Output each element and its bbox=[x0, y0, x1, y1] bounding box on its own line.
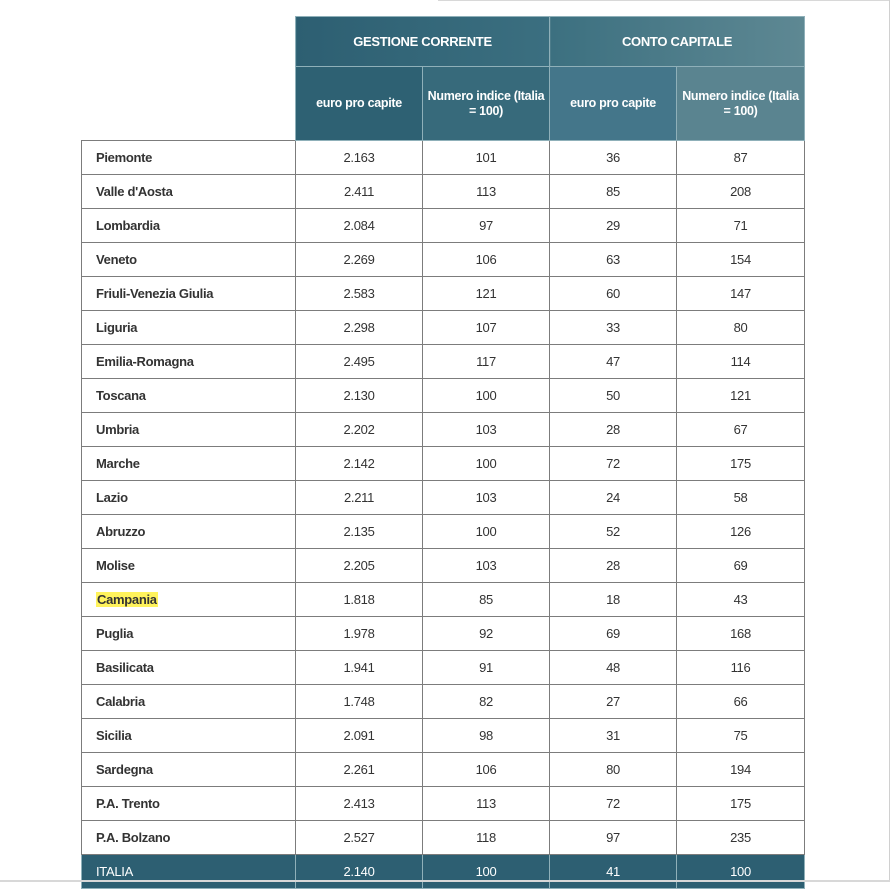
cell-region bbox=[82, 447, 296, 481]
cell-cc-euro: 85 bbox=[550, 175, 677, 209]
region-label: Lombardia bbox=[96, 218, 160, 233]
region-label: Sicilia bbox=[96, 728, 132, 743]
region-label: Toscana bbox=[96, 388, 146, 403]
total-cell-cc-euro: 41 bbox=[550, 855, 677, 889]
cell-cc-index: 194 bbox=[677, 753, 805, 787]
cell-gc-euro: 2.413 bbox=[296, 787, 423, 821]
region-label: Calabria bbox=[96, 694, 145, 709]
cell-cc-euro: 24 bbox=[550, 481, 677, 515]
cell-gc-index: 103 bbox=[423, 549, 550, 583]
region-label: Valle d'Aosta bbox=[96, 184, 173, 199]
region-label: Veneto bbox=[96, 252, 137, 267]
table-row bbox=[82, 515, 805, 549]
region-label: Abruzzo bbox=[96, 524, 146, 539]
table-row bbox=[82, 753, 805, 787]
cell-region bbox=[82, 617, 296, 651]
region-label: Campania bbox=[97, 592, 157, 607]
table-row bbox=[82, 651, 805, 685]
cell-cc-euro: 29 bbox=[550, 209, 677, 243]
cell-gc-index: 103 bbox=[423, 413, 550, 447]
total-row bbox=[82, 855, 805, 889]
cell-cc-index: 175 bbox=[677, 447, 805, 481]
cell-region bbox=[82, 413, 296, 447]
table-row bbox=[82, 583, 805, 617]
cell-gc-index: 107 bbox=[423, 311, 550, 345]
region-label: P.A. Bolzano bbox=[96, 830, 171, 845]
region-label: Umbria bbox=[96, 422, 139, 437]
cell-cc-euro: 63 bbox=[550, 243, 677, 277]
cell-cc-index: 116 bbox=[677, 651, 805, 685]
cell-region bbox=[82, 685, 296, 719]
cell-gc-index: 106 bbox=[423, 243, 550, 277]
table-row bbox=[82, 175, 805, 209]
region-label: Puglia bbox=[96, 626, 134, 641]
cell-gc-index: 97 bbox=[423, 209, 550, 243]
cell-cc-euro: 31 bbox=[550, 719, 677, 753]
cell-gc-euro: 2.211 bbox=[296, 481, 423, 515]
region-label: Marche bbox=[96, 456, 140, 471]
cell-cc-index: 58 bbox=[677, 481, 805, 515]
cell-cc-euro: 97 bbox=[550, 821, 677, 855]
cell-region bbox=[82, 141, 296, 175]
cell-cc-euro: 69 bbox=[550, 617, 677, 651]
cell-gc-index: 100 bbox=[423, 515, 550, 549]
table-row bbox=[82, 243, 805, 277]
cell-gc-euro: 2.527 bbox=[296, 821, 423, 855]
cell-region bbox=[82, 651, 296, 685]
cell-cc-index: 69 bbox=[677, 549, 805, 583]
header-gc-euro: euro pro capite bbox=[296, 67, 423, 141]
cell-cc-index: 208 bbox=[677, 175, 805, 209]
cell-region bbox=[82, 277, 296, 311]
region-label: Piemonte bbox=[96, 150, 153, 165]
cell-gc-index: 91 bbox=[423, 651, 550, 685]
table-row bbox=[82, 345, 805, 379]
cell-gc-euro: 2.091 bbox=[296, 719, 423, 753]
cell-region bbox=[82, 515, 296, 549]
cell-cc-euro: 36 bbox=[550, 141, 677, 175]
cell-cc-index: 66 bbox=[677, 685, 805, 719]
cell-gc-index: 113 bbox=[423, 787, 550, 821]
cell-region bbox=[82, 481, 296, 515]
cell-gc-index: 117 bbox=[423, 345, 550, 379]
cell-gc-euro: 2.269 bbox=[296, 243, 423, 277]
cell-gc-euro: 1.748 bbox=[296, 685, 423, 719]
cell-region bbox=[82, 345, 296, 379]
total-cell-gc-index: 100 bbox=[423, 855, 550, 889]
cell-cc-euro: 47 bbox=[550, 345, 677, 379]
cell-cc-index: 43 bbox=[677, 583, 805, 617]
cell-region bbox=[82, 583, 296, 617]
total-cell-gc-euro: 2.140 bbox=[296, 855, 423, 889]
cell-gc-euro: 2.135 bbox=[296, 515, 423, 549]
table-row bbox=[82, 787, 805, 821]
table-row bbox=[82, 685, 805, 719]
table-row bbox=[82, 311, 805, 345]
cell-gc-index: 85 bbox=[423, 583, 550, 617]
cell-region bbox=[82, 787, 296, 821]
cell-cc-index: 114 bbox=[677, 345, 805, 379]
cell-gc-index: 92 bbox=[423, 617, 550, 651]
cell-cc-index: 126 bbox=[677, 515, 805, 549]
cell-cc-index: 80 bbox=[677, 311, 805, 345]
cell-gc-euro: 2.084 bbox=[296, 209, 423, 243]
header-corner-sub bbox=[82, 67, 296, 141]
header-cc-euro: euro pro capite bbox=[550, 67, 677, 141]
region-label: Molise bbox=[96, 558, 135, 573]
cell-cc-euro: 28 bbox=[550, 413, 677, 447]
total-cell-cc-index: 100 bbox=[677, 855, 805, 889]
cell-gc-index: 82 bbox=[423, 685, 550, 719]
region-label: Emilia-Romagna bbox=[96, 354, 194, 369]
cell-region bbox=[82, 243, 296, 277]
table-row bbox=[82, 277, 805, 311]
cell-cc-index: 168 bbox=[677, 617, 805, 651]
region-label: Basilicata bbox=[96, 660, 154, 675]
cell-region bbox=[82, 821, 296, 855]
cell-cc-index: 154 bbox=[677, 243, 805, 277]
region-label: Lazio bbox=[96, 490, 128, 505]
table-row bbox=[82, 549, 805, 583]
cell-cc-euro: 28 bbox=[550, 549, 677, 583]
cell-gc-euro: 1.818 bbox=[296, 583, 423, 617]
table-row bbox=[82, 617, 805, 651]
cell-region bbox=[82, 311, 296, 345]
region-label: Liguria bbox=[96, 320, 138, 335]
cell-gc-index: 100 bbox=[423, 447, 550, 481]
cell-gc-euro: 2.261 bbox=[296, 753, 423, 787]
cell-gc-euro: 1.941 bbox=[296, 651, 423, 685]
region-label: P.A. Trento bbox=[96, 796, 160, 811]
cell-cc-index: 75 bbox=[677, 719, 805, 753]
cell-region bbox=[82, 549, 296, 583]
cell-region bbox=[82, 209, 296, 243]
cell-gc-euro: 2.142 bbox=[296, 447, 423, 481]
cell-cc-euro: 48 bbox=[550, 651, 677, 685]
table-row bbox=[82, 447, 805, 481]
cell-gc-index: 106 bbox=[423, 753, 550, 787]
total-region: ITALIA bbox=[82, 855, 296, 889]
cell-gc-index: 100 bbox=[423, 379, 550, 413]
cell-region bbox=[82, 753, 296, 787]
cell-gc-index: 101 bbox=[423, 141, 550, 175]
cell-gc-euro: 2.130 bbox=[296, 379, 423, 413]
cell-cc-index: 67 bbox=[677, 413, 805, 447]
cell-cc-index: 87 bbox=[677, 141, 805, 175]
cell-gc-index: 98 bbox=[423, 719, 550, 753]
cell-cc-index: 235 bbox=[677, 821, 805, 855]
cell-cc-euro: 50 bbox=[550, 379, 677, 413]
cell-cc-euro: 80 bbox=[550, 753, 677, 787]
cell-gc-euro: 2.495 bbox=[296, 345, 423, 379]
cell-cc-index: 71 bbox=[677, 209, 805, 243]
header-cc-index: Numero indice (Italia = 100) bbox=[677, 67, 805, 141]
cell-gc-euro: 2.202 bbox=[296, 413, 423, 447]
header-conto-capitale: CONTO CAPITALE bbox=[550, 17, 805, 67]
header-corner bbox=[82, 17, 296, 67]
cell-gc-euro: 2.205 bbox=[296, 549, 423, 583]
table-row bbox=[82, 413, 805, 447]
cell-gc-index: 103 bbox=[423, 481, 550, 515]
header-gestione-corrente: GESTIONE CORRENTE bbox=[296, 17, 550, 67]
table-row bbox=[82, 141, 805, 175]
table-body bbox=[82, 141, 805, 889]
cell-cc-index: 175 bbox=[677, 787, 805, 821]
cell-gc-euro: 2.411 bbox=[296, 175, 423, 209]
cell-gc-euro: 1.978 bbox=[296, 617, 423, 651]
cell-gc-euro: 2.163 bbox=[296, 141, 423, 175]
table-header bbox=[82, 17, 805, 141]
table-row bbox=[82, 821, 805, 855]
cell-cc-euro: 27 bbox=[550, 685, 677, 719]
cell-cc-euro: 72 bbox=[550, 787, 677, 821]
region-label: Sardegna bbox=[96, 762, 153, 777]
cell-cc-euro: 72 bbox=[550, 447, 677, 481]
header-gc-index: Numero indice (Italia = 100) bbox=[423, 67, 550, 141]
cell-gc-euro: 2.583 bbox=[296, 277, 423, 311]
table-row bbox=[82, 719, 805, 753]
page-edge-top bbox=[438, 0, 890, 1]
table-row bbox=[82, 209, 805, 243]
cell-cc-index: 121 bbox=[677, 379, 805, 413]
cell-region bbox=[82, 719, 296, 753]
cell-gc-index: 113 bbox=[423, 175, 550, 209]
cell-region bbox=[82, 175, 296, 209]
cell-region bbox=[82, 379, 296, 413]
cell-cc-index: 147 bbox=[677, 277, 805, 311]
cell-cc-euro: 52 bbox=[550, 515, 677, 549]
region-label: Friuli-Venezia Giulia bbox=[96, 286, 214, 301]
cell-gc-index: 121 bbox=[423, 277, 550, 311]
cell-cc-euro: 18 bbox=[550, 583, 677, 617]
cell-cc-euro: 60 bbox=[550, 277, 677, 311]
table-row bbox=[82, 379, 805, 413]
spending-table bbox=[81, 16, 805, 889]
table-row bbox=[82, 481, 805, 515]
cell-gc-index: 118 bbox=[423, 821, 550, 855]
cell-gc-euro: 2.298 bbox=[296, 311, 423, 345]
cell-cc-euro: 33 bbox=[550, 311, 677, 345]
